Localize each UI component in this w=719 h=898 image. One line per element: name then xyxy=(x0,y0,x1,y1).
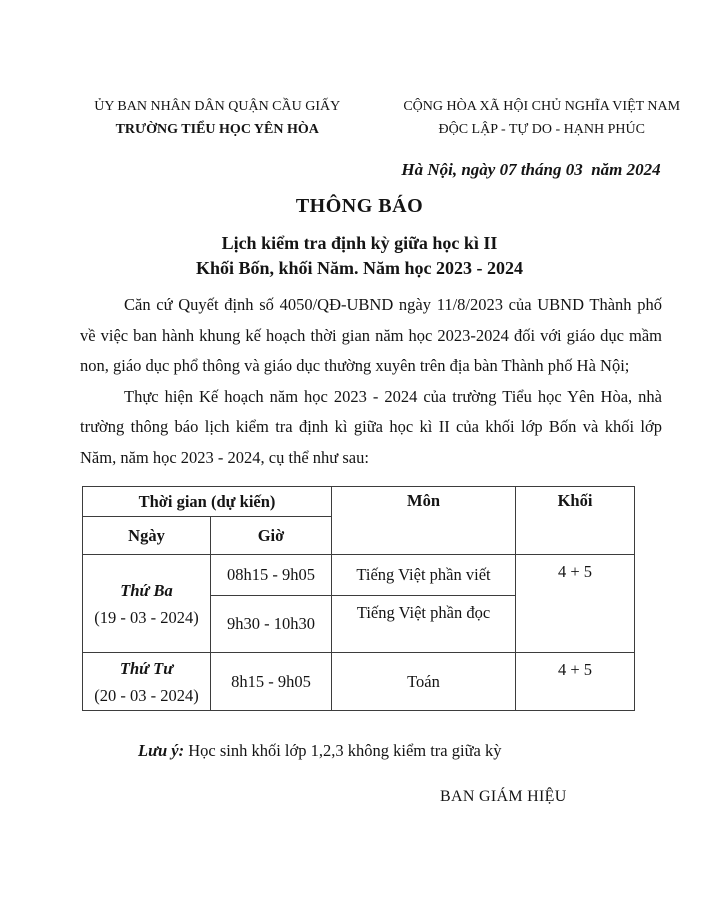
national-motto-block xyxy=(386,95,697,141)
wednesday-day-name: Thứ Tư xyxy=(119,658,174,678)
subtitle-line-2: Khối Bốn, khối Năm. Năm học 2023 - 2024 xyxy=(195,258,524,278)
hour-header-cell: Giờ xyxy=(211,517,332,555)
tuesday-grade-cell: 4 + 5 xyxy=(516,555,635,653)
exam-schedule-table xyxy=(82,486,635,711)
document-header xyxy=(0,0,719,141)
tuesday-slot1-time-cell: 08h15 - 9h05 xyxy=(211,555,332,596)
district-authority-line: ỦY BAN NHÂN DÂN QUẬN CẦU GIẤY xyxy=(94,99,341,114)
wednesday-subject-cell: Toán xyxy=(332,653,516,711)
tuesday-slot2-time-cell: 9h30 - 10h30 xyxy=(211,596,332,653)
subtitle-line-1: Lịch kiểm tra định kỳ giữa học kì II xyxy=(221,233,498,253)
wednesday-time-cell: 8h15 - 9h05 xyxy=(211,653,332,711)
announcement-paragraph: Thực hiện Kế hoạch năm học 2023 - 2024 của trường Tiểu học Yên Hòa, nhà trường thông báo lịch kiểm tra định kì giữa học kì II của khối lớp Bốn và khối lớp Năm, năm học 2023 - 2024, cụ thể như sau: xyxy=(80,386,662,467)
document-title: THÔNG BÁO xyxy=(295,195,424,217)
issuing-authority-block xyxy=(48,95,386,141)
tuesday-day-cell xyxy=(83,555,211,653)
document-subtitle xyxy=(0,231,719,281)
note-text: Học sinh khối lớp 1,2,3 không kiểm tra giữa kỳ xyxy=(184,741,502,760)
legal-basis-paragraph: Căn cứ Quyết định số 4050/QĐ-UBND ngày 11/8/2023 của UBND Thành phố về việc ban hành khung kế hoạch thời gian năm học 2023-2024 đối với giáo dục mầm non, giáo dục phổ thông và giáo dục thường xuyên trên địa bàn Thành phố Hà Nội; xyxy=(80,295,662,375)
tuesday-slot2-subject-cell: Tiếng Việt phần đọc xyxy=(332,596,516,653)
grade-header-cell: Khối xyxy=(516,487,635,555)
day-header-cell: Ngày xyxy=(83,517,211,555)
school-name-line: TRƯỜNG TIỂU HỌC YÊN HÒA xyxy=(115,122,319,137)
table-row-tuesday-slot1 xyxy=(83,555,635,596)
tuesday-day-name: Thứ Ba xyxy=(120,580,173,600)
signature-block: BAN GIÁM HIỆU xyxy=(440,788,567,805)
table-row-wednesday xyxy=(83,653,635,711)
subject-header-cell: Môn xyxy=(332,487,516,555)
wednesday-grade-cell: 4 + 5 xyxy=(516,653,635,711)
note-line xyxy=(138,741,679,761)
place-date-line: Hà Nội, ngày 07 tháng 03 năm 2024 xyxy=(401,160,661,179)
wednesday-day-date: (20 - 03 - 2024) xyxy=(94,685,199,705)
republic-title-line: CỘNG HÒA XÃ HỘI CHỦ NGHĨA VIỆT NAM xyxy=(403,99,681,114)
document-body xyxy=(80,290,662,473)
tuesday-slot1-subject-cell: Tiếng Việt phần viết xyxy=(332,555,516,596)
wednesday-day-cell xyxy=(83,653,211,711)
tuesday-day-date: (19 - 03 - 2024) xyxy=(94,607,199,627)
motto-line: ĐỘC LẬP - TỰ DO - HẠNH PHÚC xyxy=(438,122,645,137)
note-label: Lưu ý: xyxy=(138,741,185,760)
time-group-header-cell: Thời gian (dự kiến) xyxy=(83,487,332,517)
table-header-row-1 xyxy=(83,487,635,517)
